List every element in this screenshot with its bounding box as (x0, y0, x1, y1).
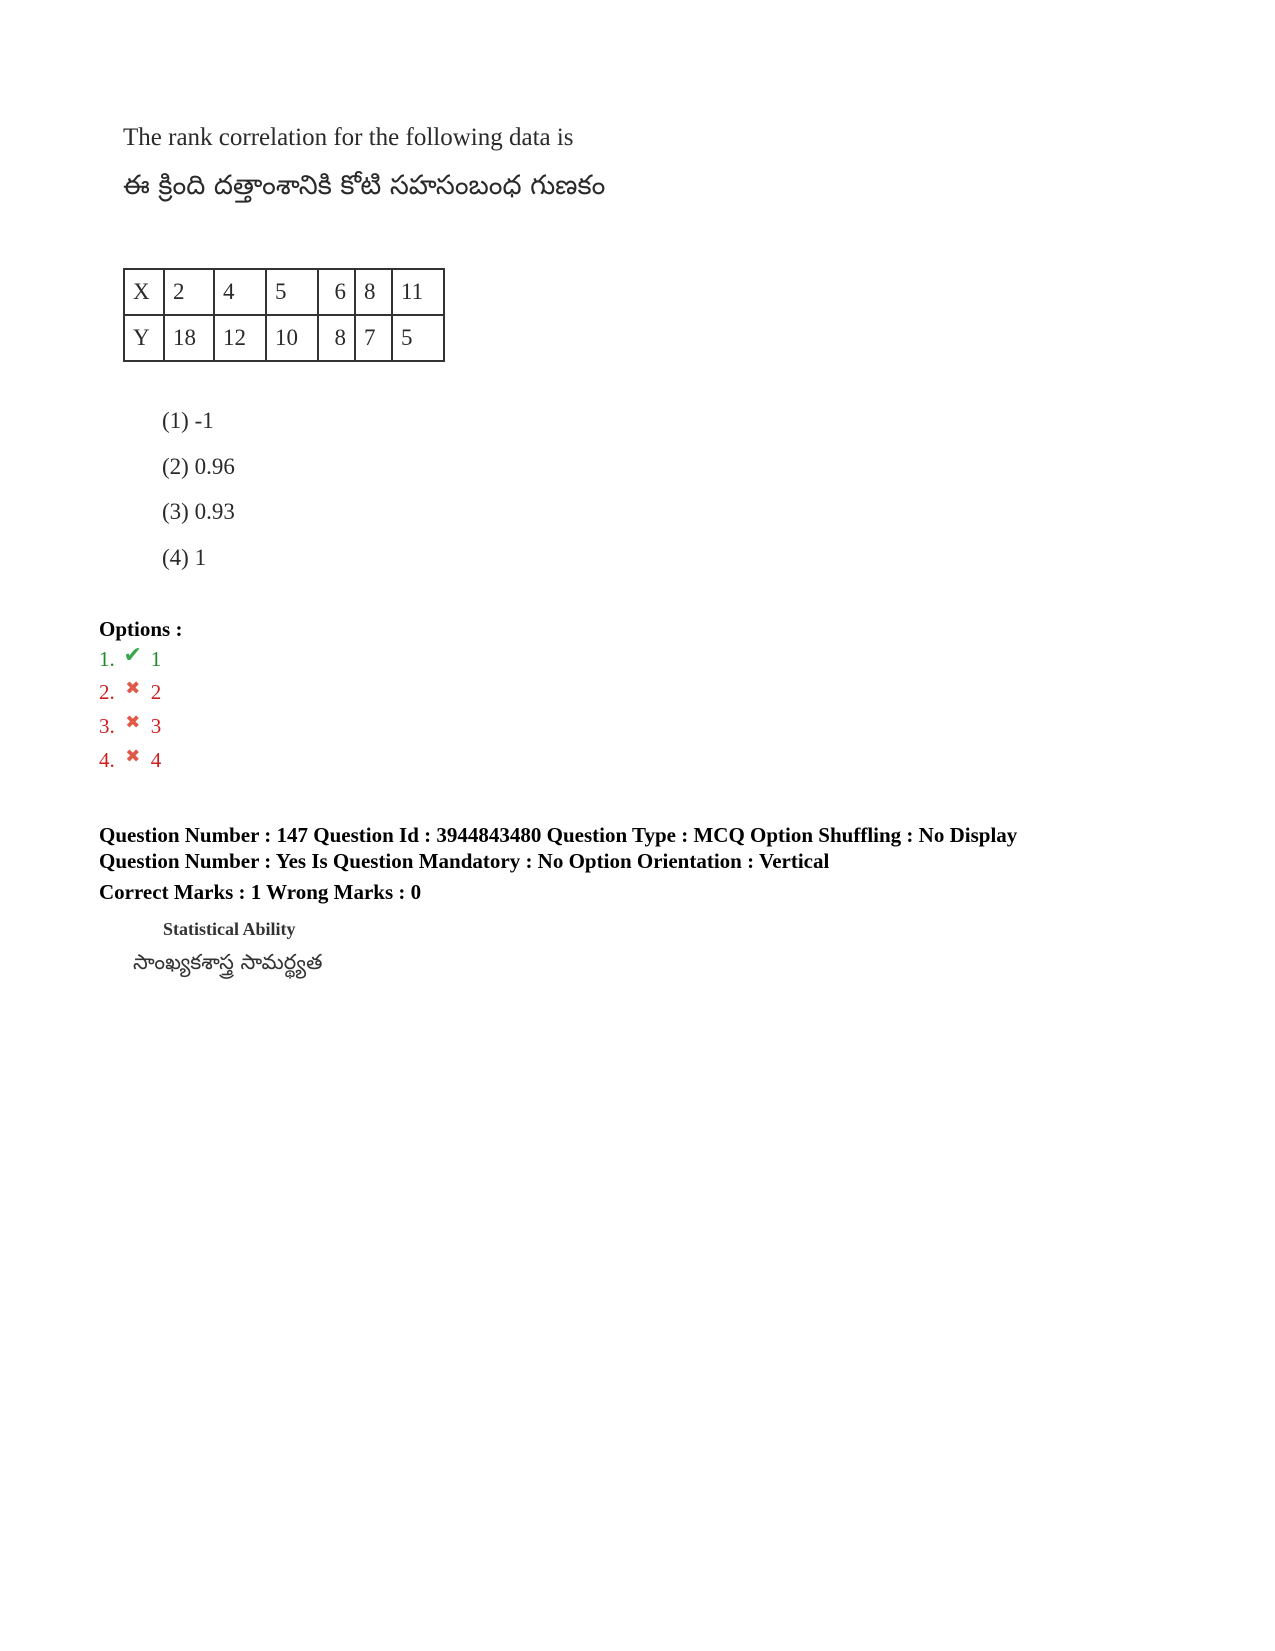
answer-choices (162, 408, 235, 590)
section-title-english: Statistical Ability (163, 919, 296, 939)
answer-choice: (3) 0.93 (162, 499, 235, 524)
table-row-x (124, 269, 444, 315)
option-number: 1. (99, 646, 115, 671)
option-number: 3. (99, 714, 115, 738)
table-cell: 8 (318, 315, 355, 361)
table-cell: 5 (266, 269, 318, 315)
table-cell: 6 (318, 269, 355, 315)
table-cell: 8 (355, 269, 392, 315)
answer-choice: (4) 1 (162, 544, 207, 570)
table-cell: 5 (392, 315, 444, 361)
table-cell: 11 (392, 269, 444, 315)
option-value: 3 (150, 714, 162, 738)
question-meta-line: Question Number : Yes Is Question Mandatory : No Option Orientation : Vertical (99, 849, 830, 873)
option-item (99, 748, 161, 773)
option-number: 2. (99, 680, 115, 704)
options-heading: Options : (99, 617, 183, 641)
option-value: 1 (150, 646, 162, 671)
table-cell: X (124, 269, 164, 315)
table-cell: 4 (214, 269, 266, 315)
check-icon: ✔ (123, 642, 142, 667)
question-meta-line: Question Number : 147 Question Id : 3944843480 Question Type : MCQ Option Shuffling : No Display (99, 823, 1018, 847)
table-cell: 7 (355, 315, 392, 361)
cross-icon: ✖ (125, 712, 141, 732)
table-cell: 18 (164, 315, 214, 361)
table-cell: 12 (214, 315, 266, 361)
answer-choice: (2) 0.96 (162, 453, 235, 479)
option-item (99, 680, 161, 705)
answer-choice: (1) -1 (162, 408, 214, 433)
table-cell: 10 (266, 315, 318, 361)
marks-line: Correct Marks : 1 Wrong Marks : 0 (99, 880, 422, 904)
option-value: 2 (150, 680, 162, 704)
option-value: 4 (150, 748, 162, 772)
option-item (99, 642, 162, 672)
table-row-y (124, 315, 444, 361)
cross-icon: ✖ (125, 746, 141, 766)
section-title-telugu: సాంఖ్యకశాస్త్ర సామర్థ్యత (133, 950, 323, 974)
data-table (123, 268, 445, 362)
cross-icon: ✖ (125, 678, 141, 698)
table-cell: 2 (164, 269, 214, 315)
table-cell: Y (124, 315, 164, 361)
question-text-telugu: ఈ క్రింది దత్తాంశానికి కోటి సహసంబంధ గుణకం (123, 170, 606, 201)
question-text-english: The rank correlation for the following data is (123, 124, 574, 151)
option-item (99, 714, 161, 739)
option-number: 4. (99, 748, 115, 772)
